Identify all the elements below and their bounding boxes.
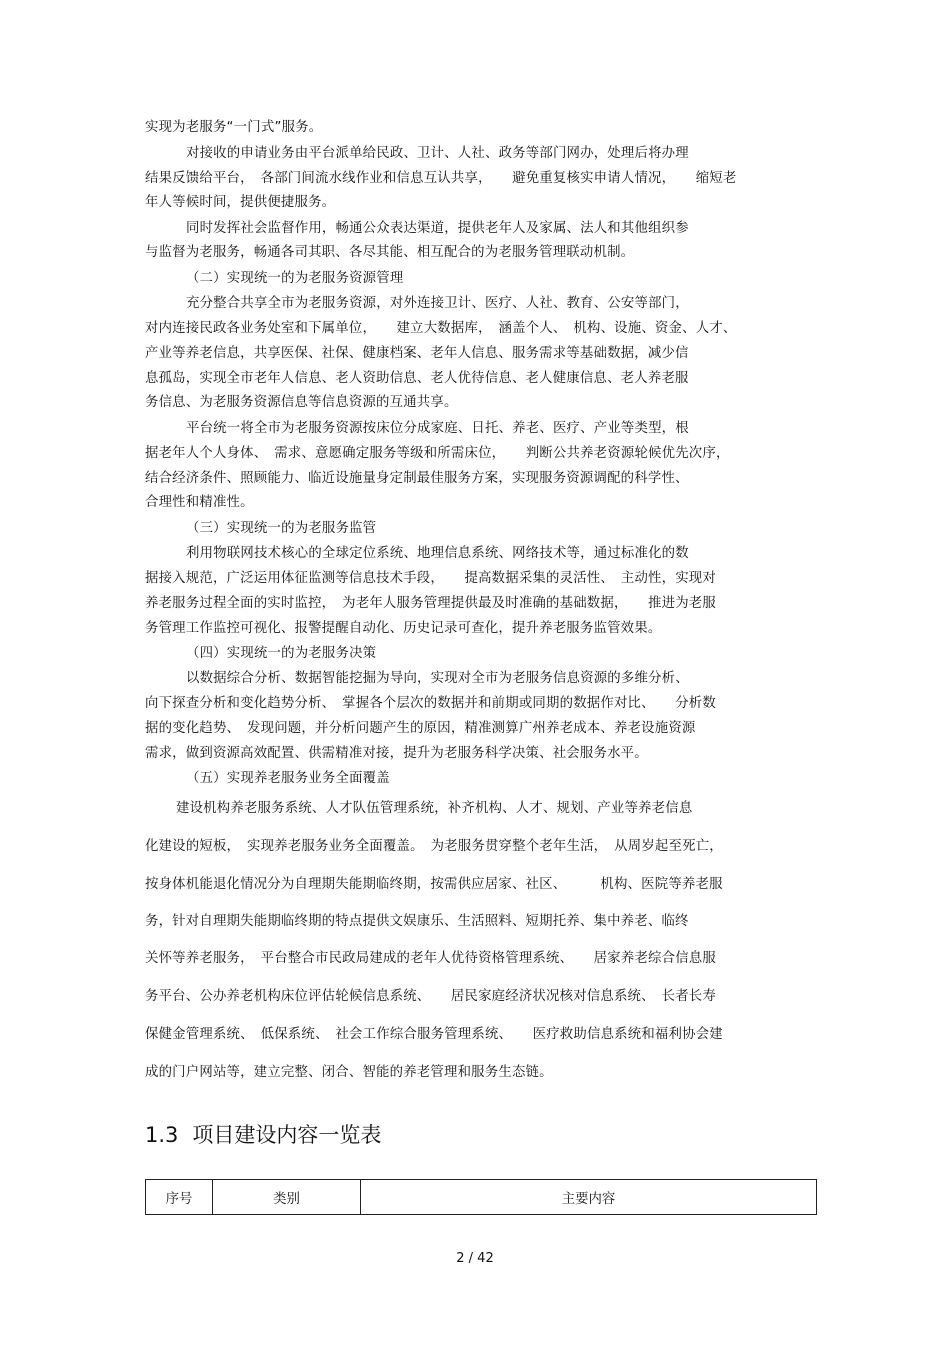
paragraph-line: 务，针对自理期失能期临终期的特点提供文娱康乐、生活照料、短期托养、集中养老、临终 [145,914,689,929]
paragraph-line: 结合经济条件、照顾能力、临近设施量身定制最佳服务方案，实现服务资源调配的科学性、 [145,471,689,486]
paragraph-line: 养老服务过程全面的实时监控， 为老年人服务管理提供最及时准确的基础数据， 推进为老服 [145,596,716,611]
paragraph-line: 保健金管理系统、 低保系统、 社会工作综合服务管理系统、 医疗救助信息系统和福利协会建 [145,1027,723,1042]
subsection-heading: （二）实现统一的为老服务资源管理 [186,271,404,286]
paragraph-line: 务平台、公办养老机构床位评估轮候信息系统、 居民家庭经济状况核对信息系统、 长者长寿 [145,989,716,1004]
paragraph-line: 合理性和精准性。 [145,495,254,510]
paragraph-line: 充分整合共享全市为老服务资源，对外连接卫计、医疗、人社、教育、公安等部门， [186,296,689,311]
paragraph-line: 化建设的短板， 实现养老服务业务全面覆盖。 为老服务贯穿整个老年生活， 从周岁起至死亡， [145,839,723,854]
page-number: 2 / 42 [456,1251,494,1266]
paragraph-line: 务管理工作监控可视化、报警提醒自动化、历史记录可查化，提升养老服务监管效果。 [145,621,662,636]
paragraph-line: 同时发挥社会监督作用，畅通公众表达渠道，提供老年人及家属、法人和其他组织参 [186,221,689,236]
section-heading [145,1121,381,1149]
table-header-cell: 序号 [146,1180,213,1215]
paragraph-line: 关怀等养老服务， 平台整合市民政局建成的老年人优待资格管理系统、 居家养老综合信息服 [145,951,716,966]
paragraph-line: 按身体机能退化情况分为自理期失能期临终期，按需供应居家、社区、 机构、医院等养老服 [145,877,723,892]
paragraph-line: 对内连接民政各业务处室和下属单位， 建立大数据库， 涵盖个人、 机构、设施、资金、人才、 [145,321,737,336]
table-header-row [146,1180,817,1215]
paragraph-line: 利用物联网技术核心的全球定位系统、地理信息系统、网络技术等，通过标准化的数 [186,546,689,561]
paragraph-line: 据老年人个人身体、 需求、意愿确定服务等级和所需床位， 判断公共养老资源轮候优先次序， [145,446,730,461]
table-header-cell: 主要内容 [361,1180,817,1215]
paragraph-line: 成的门户网站等，建立完整、闭合、智能的养老管理和服务生态链。 [145,1065,553,1080]
paragraph-line: 务信息、为老服务资源信息等信息资源的互通共享。 [145,395,458,410]
section-number: 1.3 [145,1123,179,1147]
paragraph-line: 产业等养老信息，共享医保、社保、健康档案、老年人信息、服务需求等基础数据，减少信 [145,346,689,361]
paragraph-line: 向下探查分析和变化趋势分析、 掌握各个层次的数据并和前期或同期的数据作对比、 分析数 [145,696,716,711]
paragraph-line: 据的变化趋势、 发现问题，并分析问题产生的原因，精准测算广州养老成本、养老设施资源 [145,721,696,736]
subsection-heading: （三）实现统一的为老服务监管 [186,521,377,536]
paragraph-line: 结果反馈给平台， 各部门间流水线作业和信息互认共享， 避免重复核实申请人情况， 缩短老 [145,171,737,186]
paragraph-line: 实现为老服务“一门式”服务。 [145,120,323,135]
subsection-heading: （四）实现统一的为老服务决策 [186,646,377,661]
paragraph-line: 需求，做到资源高效配置、供需精准对接，提升为老服务科学决策、社会服务水平。 [145,746,648,761]
paragraph-line: 与监督为老服务，畅通各司其职、各尽其能、相互配合的为老服务管理联动机制。 [145,245,635,260]
paragraph-line: 对接收的申请业务由平台派单给民政、卫计、人社、政务等部门网办，处理后将办理 [186,146,689,161]
paragraph-line: 建设机构养老服务系统、人才队伍管理系统，补齐机构、人才、规划、产业等养老信息 [176,801,693,816]
content-table [145,1179,817,1215]
paragraph-line: 平台统一将全市为老服务资源按床位分成家庭、日托、养老、医疗、产业等类型，根 [186,421,689,436]
table-header-cell: 类别 [213,1180,361,1215]
section-title: 项目建设内容一览表 [192,1123,382,1147]
paragraph-line: 据接入规范，广泛运用体征监测等信息技术手段， 提高数据采集的灵活性、 主动性，实现对 [145,571,716,586]
subsection-heading: （五）实现养老服务业务全面覆盖 [186,771,390,786]
paragraph-line: 以数据综合分析、数据智能挖掘为导向，实现对全市为老服务信息资源的多维分析、 [186,671,689,686]
paragraph-line: 息孤岛，实现全市老年人信息、老人资助信息、老人优待信息、老人健康信息、老人养老服 [145,371,689,386]
paragraph-line: 年人等候时间，提供便捷服务。 [145,195,336,210]
